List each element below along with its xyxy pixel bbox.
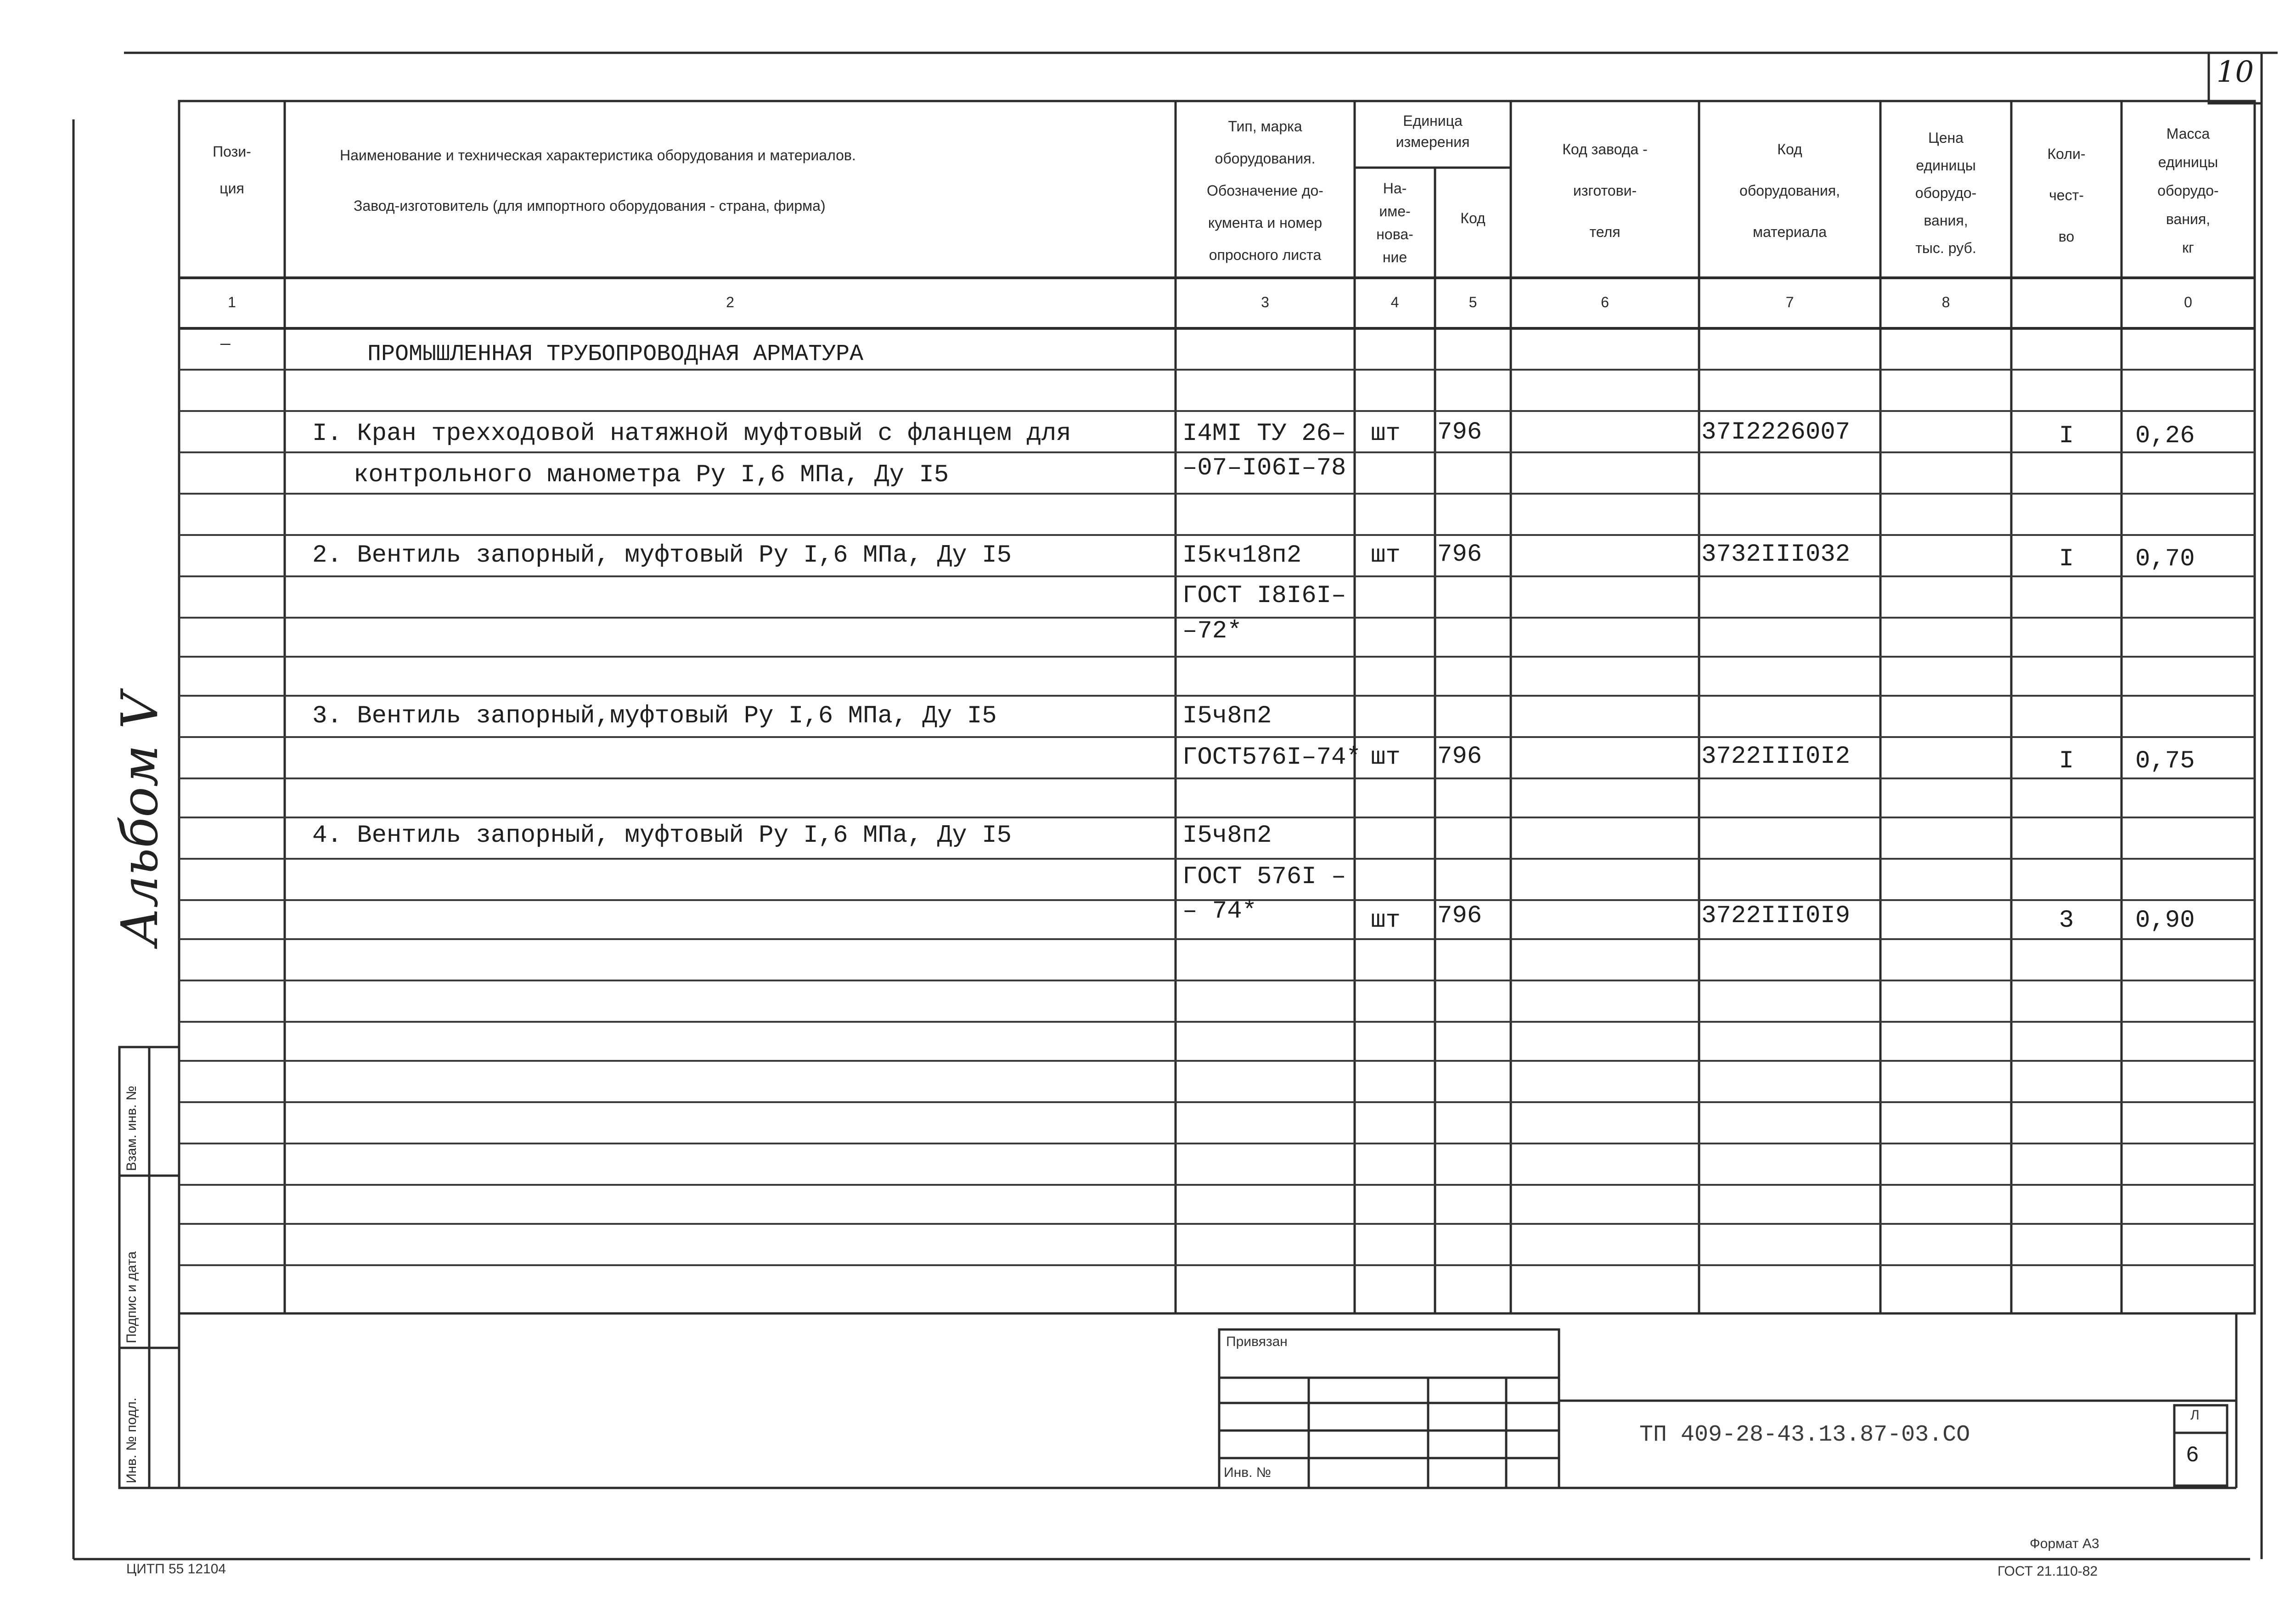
item-2-unit-code: 796 xyxy=(1437,541,1482,569)
stamp-designation: ТП 409-28-43.13.87-03.СО xyxy=(1639,1422,1970,1448)
section-title: ПРОМЫШЛЕННАЯ ТРУБОПРОВОДНАЯ АРМАТУРА xyxy=(367,341,864,367)
footer-format: Формат А3 xyxy=(2030,1536,2099,1551)
item-1-type-line2: –07–I06I–78 xyxy=(1182,454,1346,482)
header-price: Цена единицы оборудо- вания, тыс. руб. xyxy=(1915,130,1977,256)
item-1-equipment-code: 37I2226007 xyxy=(1701,418,1851,446)
column-number-8: 8 xyxy=(1941,294,1950,310)
column-number-6: 6 xyxy=(1601,294,1609,310)
item-4-unit: шт xyxy=(1371,907,1401,935)
header-equipment-code: Код оборудования, материала xyxy=(1739,141,1840,240)
header-name-line1: Наименование и техническая характеристика оборудования и материалов. xyxy=(340,147,856,163)
item-3-mass: 0,75 xyxy=(2135,747,2195,775)
item-2-name-line1: 2. Вентиль запорный, муфтовый Ру I,6 МПа, Ду I5 xyxy=(312,541,1012,569)
item-1-unit: шт xyxy=(1371,420,1401,448)
item-2-unit: шт xyxy=(1371,541,1401,569)
header-factory-code: Код завода - изготови- теля xyxy=(1562,141,1648,240)
item-1-unit-code: 796 xyxy=(1437,418,1482,446)
footer-gost: ГОСТ 21.110-82 xyxy=(1998,1564,2098,1579)
item-3-quantity: I xyxy=(2059,747,2074,775)
item-4-name-line1: 4. Вентиль запорный, муфтовый Ру I,6 МПа, Ду I5 xyxy=(312,822,1012,850)
item-4-mass: 0,90 xyxy=(2135,907,2195,935)
column-number-7: 7 xyxy=(1785,294,1794,310)
header-type: Тип, марка оборудования. Обозначение до- кумента и номер опросного листа xyxy=(1207,118,1323,263)
side-label-podpis: Подпис и дата xyxy=(124,1251,139,1343)
header-unit-code: Код xyxy=(1460,210,1486,226)
section-dash: — xyxy=(220,335,231,354)
item-1-name-line2: контрольного манометра Ру I,6 МПа, Ду I5 xyxy=(354,461,949,489)
side-label-vzam: Взам. инв. № xyxy=(124,1086,139,1171)
item-3-type-line1: I5ч8п2 xyxy=(1182,702,1272,730)
header-quantity: Коли- чест- во xyxy=(2047,146,2086,245)
column-number-4: 4 xyxy=(1390,294,1399,310)
stamp-sheet-number: 6 xyxy=(2186,1443,2199,1468)
item-4-type-line3: – 74* xyxy=(1182,897,1257,925)
item-4-type-line1: I5ч8п2 xyxy=(1182,822,1272,850)
header-mass: Масса единицы оборудо- вания, кг xyxy=(2157,125,2219,256)
column-number-10: 0 xyxy=(2184,294,2192,310)
item-2-type-line2: ГОСТ I8I6I– xyxy=(1182,582,1346,610)
stamp-inv: Инв. № xyxy=(1224,1465,1271,1480)
item-2-type-line3: –72* xyxy=(1182,617,1242,645)
item-4-quantity: 3 xyxy=(2059,907,2074,935)
column-number-2: 2 xyxy=(726,294,734,310)
item-2-mass: 0,70 xyxy=(2135,545,2195,573)
column-number-5: 5 xyxy=(1469,294,1477,310)
item-3-type-line2: ГОСТ576I–74* xyxy=(1182,744,1361,772)
item-1-name-line1: I. Кран трехходовой натяжной муфтовый с фланцем для xyxy=(312,420,1071,448)
item-3-name-line1: 3. Вентиль запорный,муфтовый Ру I,6 МПа, Ду I5 xyxy=(312,702,997,730)
stamp-privyazan: Привязан xyxy=(1226,1334,1288,1349)
column-number-3: 3 xyxy=(1261,294,1269,310)
item-4-unit-code: 796 xyxy=(1437,902,1482,930)
item-4-type-line2: ГОСТ 576I – xyxy=(1182,863,1346,891)
column-number-1: 1 xyxy=(228,294,236,310)
item-4-equipment-code: 3722III0I9 xyxy=(1701,902,1851,930)
item-1-quantity: I xyxy=(2059,422,2074,450)
item-2-quantity: I xyxy=(2059,545,2074,573)
header-unit-name: На- име- нова- ние xyxy=(1376,180,1413,265)
item-3-unit-code: 796 xyxy=(1437,743,1482,771)
album-label: Альбом V xyxy=(110,692,169,946)
item-3-unit: шт xyxy=(1371,744,1401,772)
header-unit: Единица измерения xyxy=(1396,113,1470,150)
footer-left: ЦИТП 55 12104 xyxy=(126,1561,226,1577)
header-position: Пози- ция xyxy=(213,143,251,197)
item-3-equipment-code: 3722III0I2 xyxy=(1701,743,1851,771)
stamp-sheet-label: Л xyxy=(2190,1408,2200,1423)
header-name-line2: Завод-изготовитель (для импортного оборудования - страна, фирма) xyxy=(354,197,826,214)
item-1-mass: 0,26 xyxy=(2135,422,2195,450)
page-number-mark: 10 xyxy=(2216,55,2254,89)
item-2-equipment-code: 3732III032 xyxy=(1701,541,1851,569)
item-2-type-line1: I5кч18п2 xyxy=(1182,541,1302,569)
item-1-type-line1: I4МI ТУ 26– xyxy=(1182,420,1346,448)
side-label-inv-podl: Инв. № подл. xyxy=(124,1397,139,1483)
